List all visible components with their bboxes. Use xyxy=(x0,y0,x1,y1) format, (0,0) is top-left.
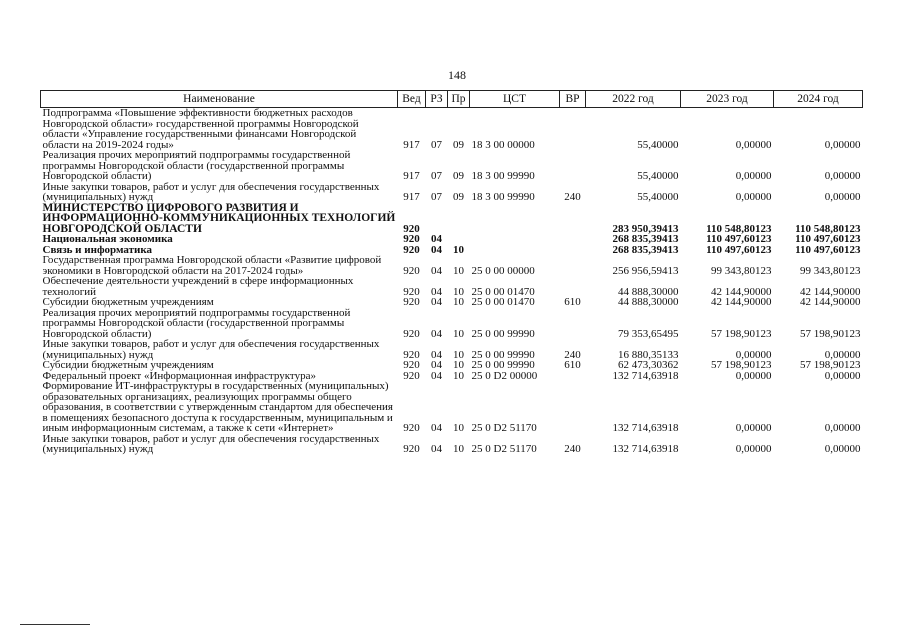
cell-cst: 25 0 D2 00000 xyxy=(471,369,538,382)
cell-2024: 99 343,80123 xyxy=(800,264,861,277)
table-row xyxy=(41,234,863,245)
cell-vr xyxy=(560,308,586,340)
cell-2022: 44 888,30000 xyxy=(618,296,679,308)
cell-2023: 0,00000 xyxy=(735,348,772,361)
table-row xyxy=(41,182,863,203)
cell-pr: 10 xyxy=(453,443,464,455)
cell-2022: 62 473,30362 xyxy=(618,359,679,371)
cell-2024: 110 497,60123 xyxy=(795,243,861,256)
cell-name: Подпрограмма «Повышение эффективности бюджетных расходов Новгородской области» государственной программы Новгородской области «Управление государственными финансами Новгородской области на 2019-2024 годы» xyxy=(42,107,359,151)
cell-2022: 16 880,35133 xyxy=(618,348,679,361)
table-row xyxy=(41,108,863,151)
cell-name: Иные закупки товаров, работ и услуг для обеспечения государственных (муниципальных) нужд xyxy=(42,432,380,455)
cell-2022: 55,40000 xyxy=(637,138,679,151)
cell-2024: 0,00000 xyxy=(824,443,861,455)
cell-pr: 10 xyxy=(453,422,464,434)
cell-pr: 10 xyxy=(453,264,464,277)
column-header-ved: Вед xyxy=(398,91,426,108)
cell-2024: 42 144,90000 xyxy=(800,296,861,308)
cell-name: Формирование ИТ-инфраструктуры в государственных (муниципальных) образовательных организациях, реализующих программы общего образования, в соответствии с утвержденным стандартом для обеспечения в помещениях безопасного доступа к государственным, муниципальным и иным информационным системам, а также к сети «Интернет» xyxy=(42,380,393,434)
cell-ved: 920 xyxy=(403,296,420,308)
cell-name: Реализация прочих мероприятий подпрограммы государственной программы Новгородской области (государственной программы Новгородской области) xyxy=(42,149,351,182)
cell-2024: 0,00000 xyxy=(824,170,861,182)
cell-pr: 10 xyxy=(453,369,464,382)
cell-cst: 25 0 00 01470 xyxy=(471,285,535,298)
cell-pr: 09 xyxy=(453,138,464,151)
column-header-cst: ЦСТ xyxy=(470,91,560,108)
cell-vr xyxy=(560,371,586,382)
cell-ved: 920 xyxy=(403,285,420,298)
cell-2024: 42 144,90000 xyxy=(800,285,861,298)
cell-name: Федеральный проект «Информационная инфраструктура» xyxy=(42,369,316,382)
cell-cst: 18 3 00 00000 xyxy=(471,138,535,151)
cell-2022: 79 353,65495 xyxy=(618,327,679,340)
cell-2024: 0,00000 xyxy=(824,369,861,382)
cell-pr: 10 xyxy=(453,285,464,298)
cell-2023: 99 343,80123 xyxy=(711,264,772,277)
cell-2022: 268 835,39413 xyxy=(612,243,679,256)
cell-2023: 42 144,90000 xyxy=(711,285,772,298)
cell-2024: 57 198,90123 xyxy=(800,359,861,371)
cell-name: Реализация прочих мероприятий подпрограммы государственной программы Новгородской области (государственной программы Новгородской области) xyxy=(42,306,351,340)
cell-2022: 44 888,30000 xyxy=(618,285,679,298)
column-header-vr: ВР xyxy=(560,91,586,108)
cell-rz: 04 xyxy=(431,243,442,256)
table-row xyxy=(41,203,863,235)
table-row xyxy=(41,381,863,434)
cell-ved: 920 xyxy=(403,369,420,382)
column-header-2023: 2023 год xyxy=(681,91,774,108)
cell-2022: 132 714,63918 xyxy=(612,443,679,455)
column-header-2024: 2024 год xyxy=(774,91,863,108)
cell-cst: 25 0 00 01470 xyxy=(471,296,535,308)
cell-cst xyxy=(470,203,560,235)
cell-rz: 04 xyxy=(431,359,442,371)
cell-vr xyxy=(560,276,586,297)
cell-vr xyxy=(560,108,586,151)
cell-2024: 0,00000 xyxy=(824,138,861,151)
cell-2024: 57 198,90123 xyxy=(800,327,861,340)
cell-cst: 25 0 00 00000 xyxy=(471,264,535,277)
cell-rz: 04 xyxy=(431,327,442,340)
cell-vr: 610 xyxy=(564,359,581,371)
cell-vr xyxy=(560,203,586,235)
table-header-row xyxy=(41,91,863,108)
cell-vr xyxy=(560,381,586,434)
cell-2024: 0,00000 xyxy=(824,191,861,203)
cell-name: Субсидии бюджетным учреждениям xyxy=(42,359,214,371)
cell-ved: 920 xyxy=(403,233,420,245)
cell-vr: 240 xyxy=(564,443,581,455)
cell-vr: 240 xyxy=(564,348,581,361)
cell-2024: 110 497,60123 xyxy=(795,233,861,245)
cell-name: Связь и информатика xyxy=(42,243,153,256)
cell-2024: 0,00000 xyxy=(824,348,861,361)
cell-rz: 04 xyxy=(431,369,442,382)
cell-vr xyxy=(560,255,586,276)
cell-2023: 0,00000 xyxy=(735,443,772,455)
cell-2023: 0,00000 xyxy=(735,422,772,434)
cell-ved: 920 xyxy=(403,222,420,235)
column-header-pr: Пр xyxy=(448,91,470,108)
cell-name: Национальная экономика xyxy=(42,233,173,245)
cell-2023: 0,00000 xyxy=(735,170,772,182)
table-row xyxy=(41,297,863,308)
cell-name: МИНИСТЕРСТВО ЦИФРОВОГО РАЗВИТИЯ И ИНФОРМАЦИОННО-КОММУНИКАЦИОННЫХ ТЕХНОЛОГИЙ НОВГОРОДСКОЙ ОБЛАСТИ xyxy=(42,201,396,235)
cell-rz: 04 xyxy=(431,233,442,245)
cell-cst: 18 3 00 99990 xyxy=(471,191,535,203)
cell-vr xyxy=(560,245,586,256)
cell-pr xyxy=(448,203,470,235)
cell-2023: 57 198,90123 xyxy=(711,327,772,340)
page-number: 148 xyxy=(448,68,466,82)
footer-divider xyxy=(20,624,90,625)
cell-pr xyxy=(448,234,470,245)
cell-name: Иные закупки товаров, работ и услуг для обеспечения государственных (муниципальных) нужд xyxy=(42,338,380,361)
cell-rz: 04 xyxy=(431,264,442,277)
cell-rz: 04 xyxy=(431,296,442,308)
cell-2023: 110 497,60123 xyxy=(706,243,772,256)
cell-rz: 04 xyxy=(431,443,442,455)
cell-rz: 04 xyxy=(431,348,442,361)
cell-cst: 25 0 00 99990 xyxy=(471,359,535,371)
cell-rz: 04 xyxy=(431,285,442,298)
cell-cst: 25 0 00 99990 xyxy=(471,348,535,361)
cell-pr: 10 xyxy=(453,348,464,361)
cell-vr: 610 xyxy=(564,296,581,308)
cell-2023: 57 198,90123 xyxy=(711,359,772,371)
cell-name: Обеспечение деятельности учреждений в сфере информационных технологий xyxy=(42,275,354,298)
cell-pr: 09 xyxy=(453,191,464,203)
cell-2022: 132 714,63918 xyxy=(612,422,679,434)
cell-cst: 25 0 00 99990 xyxy=(471,327,535,340)
table-row xyxy=(41,150,863,182)
cell-ved: 917 xyxy=(403,170,420,182)
cell-2022: 55,40000 xyxy=(637,191,679,203)
cell-2023: 0,00000 xyxy=(735,369,772,382)
cell-2023: 110 497,60123 xyxy=(706,233,772,245)
cell-2023: 42 144,90000 xyxy=(711,296,772,308)
cell-2022: 283 950,39413 xyxy=(612,222,679,235)
cell-vr xyxy=(560,234,586,245)
cell-2024: 110 548,80123 xyxy=(795,222,861,235)
cell-2023: 0,00000 xyxy=(735,138,772,151)
cell-ved: 920 xyxy=(403,264,420,277)
cell-ved: 920 xyxy=(403,348,420,361)
cell-rz: 07 xyxy=(431,170,442,182)
cell-ved: 917 xyxy=(403,191,420,203)
column-header-rz: РЗ xyxy=(426,91,448,108)
cell-name: Субсидии бюджетным учреждениям xyxy=(42,296,214,308)
cell-ved: 920 xyxy=(403,422,420,434)
cell-cst: 25 0 D2 51170 xyxy=(471,422,537,434)
column-header-2022: 2022 год xyxy=(586,91,681,108)
cell-rz xyxy=(426,203,448,235)
cell-rz: 04 xyxy=(431,422,442,434)
table-body xyxy=(41,108,863,455)
cell-pr: 10 xyxy=(453,327,464,340)
cell-pr: 10 xyxy=(453,243,464,256)
budget-table xyxy=(40,90,863,455)
table-row xyxy=(41,308,863,340)
cell-2024: 0,00000 xyxy=(824,422,861,434)
cell-cst xyxy=(470,234,560,245)
table-row xyxy=(41,255,863,276)
cell-ved: 920 xyxy=(403,327,420,340)
cell-name: Иные закупки товаров, работ и услуг для обеспечения государственных (муниципальных) нужд xyxy=(42,180,380,203)
cell-pr: 09 xyxy=(453,170,464,182)
cell-ved: 917 xyxy=(403,138,420,151)
cell-pr: 10 xyxy=(453,296,464,308)
cell-ved: 920 xyxy=(403,359,420,371)
cell-2023: 0,00000 xyxy=(735,191,772,203)
table-row xyxy=(41,276,863,297)
cell-2022: 256 956,59413 xyxy=(612,264,679,277)
cell-2023: 110 548,80123 xyxy=(706,222,772,235)
cell-2022: 55,40000 xyxy=(637,170,679,182)
table-row xyxy=(41,339,863,360)
cell-cst: 18 3 00 99990 xyxy=(471,170,535,182)
cell-cst xyxy=(470,245,560,256)
cell-rz: 07 xyxy=(431,138,442,151)
cell-vr: 240 xyxy=(564,191,581,203)
cell-vr xyxy=(560,150,586,182)
cell-2022: 268 835,39413 xyxy=(612,233,679,245)
cell-name: Государственная программа Новгородской области «Развитие цифровой экономики в Новгородской области на 2017-2024 годы» xyxy=(42,254,382,277)
cell-rz: 07 xyxy=(431,191,442,203)
column-header-name: Наименование xyxy=(41,91,398,108)
table-row xyxy=(41,434,863,455)
cell-ved: 920 xyxy=(403,243,420,256)
cell-cst: 25 0 D2 51170 xyxy=(471,443,537,455)
cell-ved: 920 xyxy=(403,443,420,455)
table-row xyxy=(41,360,863,371)
cell-2022: 132 714,63918 xyxy=(612,369,679,382)
cell-pr: 10 xyxy=(453,359,464,371)
